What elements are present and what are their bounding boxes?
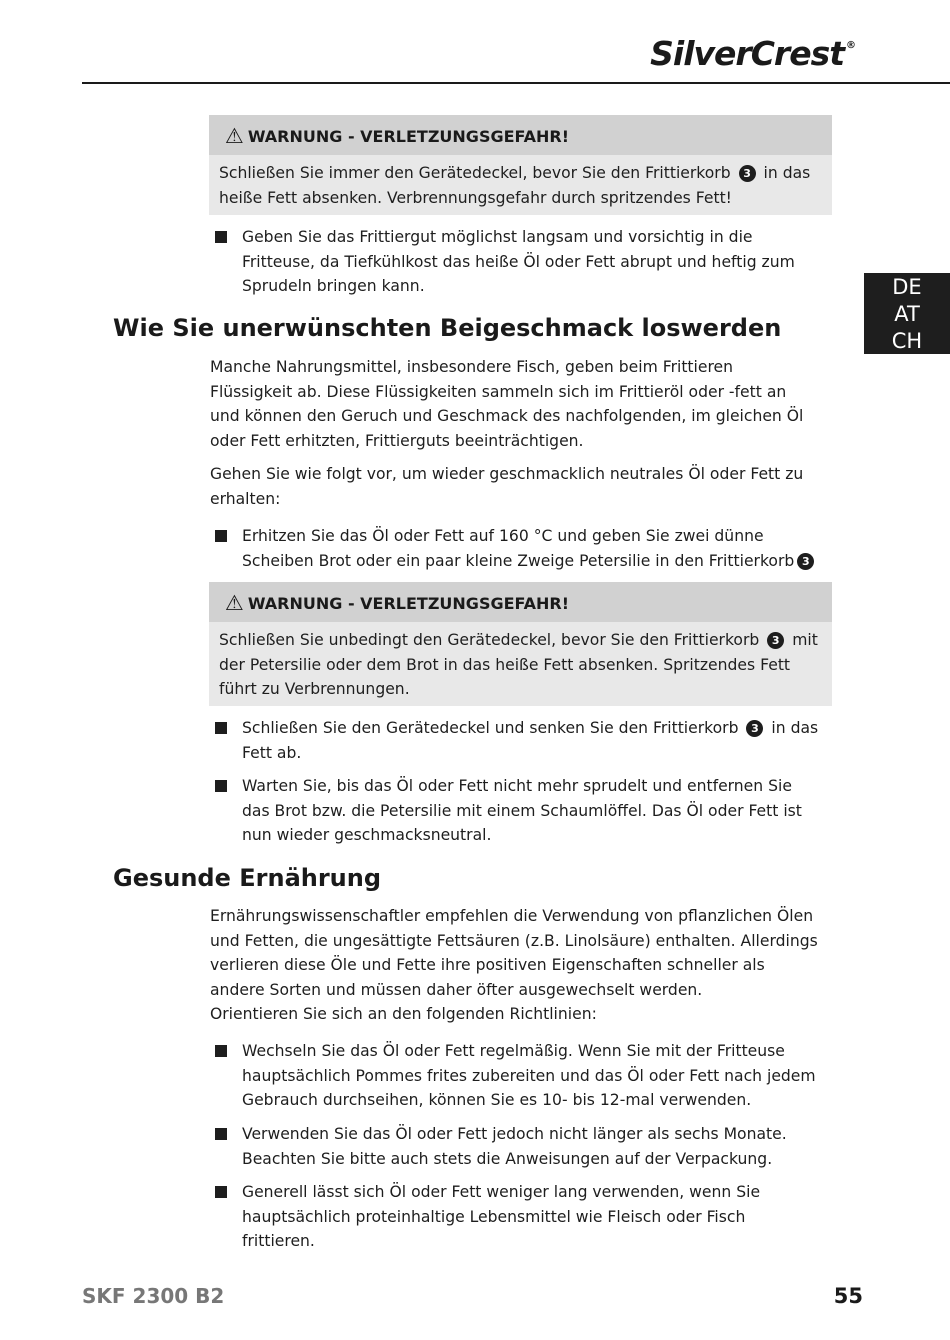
list-item-text-part: in das Fett ab. [242,719,819,762]
language-at: AT [894,302,920,326]
warning-title: WARNUNG - VERLETZUNGSGEFAHR! [247,594,570,613]
warning-triangle-icon: ⚠ [225,591,244,615]
list-item-text: Wechseln Sie das Öl oder Fett regelmäßig. Wenn Sie mit der Fritteuse hauptsächlich Pommes frites zubereiten und das Öl oder Fett nach jedem Gebrauch durchseihen, können Sie es 10- bis 12-mal verwenden. [242,1042,816,1109]
warning-text: Schließen Sie unbedingt den Gerätedeckel, bevor Sie den Frittierkorb [219,631,760,649]
warning-triangle-icon: ⚠ [225,124,244,148]
part-ref-badge: 3 [797,553,814,570]
registered-mark: ® [846,40,855,51]
bullet-square-icon [215,722,227,734]
bullet-square-icon [215,1128,227,1140]
warning-text: Schließen Sie immer den Gerätedeckel, bevor Sie den Frittierkorb [219,164,731,182]
paragraph: Gehen Sie wie folgt vor, um wieder geschmacklich neutrales Öl oder Fett zu erhalten: [210,465,804,508]
list-item-text-part: Erhitzen Sie das Öl oder Fett auf 160 °C und geben Sie zwei dünne Scheiben Brot oder ein paar kleine Zweige Petersilie in den Frittierkorb [242,527,795,570]
list-item [210,1122,822,1171]
warning-body [209,622,832,706]
section-heading: Wie Sie unerwünschten Beigeschmack loswerden [113,314,782,342]
list-item [210,716,822,765]
page-number: 55 [833,1284,863,1308]
language-ch: CH [891,329,923,353]
brand-name: SilverCrest [650,34,844,73]
list-item-text-part: Schließen Sie den Gerätedeckel und senken Sie den Frittierkorb [242,719,739,737]
paragraph: Manche Nahrungsmittel, insbesondere Fisch, geben beim Frittieren Flüssigkeit ab. Diese Flüssigkeiten sammeln sich im Frittieröl oder -fett an und können den Geruch und Geschmack des nachfolgenden, im gleichen Öl oder Fett erhitzten, Frittierguts beeinträchtigen. [210,358,804,450]
list-item [210,1039,822,1113]
bullet-square-icon [215,780,227,792]
part-ref-badge: 3 [767,632,784,649]
list-item-text: Verwenden Sie das Öl oder Fett jedoch nicht länger als sechs Monate. Beachten Sie bitte auch stets die Anweisungen auf der Verpackung. [242,1125,787,1168]
warning-text-cont: mit der Petersilie oder dem Brot in das heiße Fett absenken. Spritzendes Fett führt zu Verbrennungen. [219,631,818,698]
part-ref-badge: 3 [746,720,763,737]
list-item [210,225,822,299]
list-item-text: Geben Sie das Frittiergut möglichst langsam und vorsichtig in die Fritteuse, da Tiefkühlkost das heiße Öl oder Fett abrupt und heftig zum Sprudeln bringen kann. [242,228,795,295]
list-item-text: Generell lässt sich Öl oder Fett weniger lang verwenden, wenn Sie hauptsächlich proteinhaltige Lebensmittel wie Fleisch oder Fisch frittieren. [242,1183,761,1250]
footer-model: SKF 2300 B2 [82,1284,225,1308]
part-ref-badge: 3 [739,165,756,182]
bullet-square-icon [215,530,227,542]
warning-body [209,155,832,215]
list-item [210,774,822,848]
bullet-square-icon [215,1186,227,1198]
language-de: DE [892,275,922,299]
warning-header [209,582,832,622]
language-tab [864,273,950,354]
brand-logo [650,34,855,73]
section-heading: Gesunde Ernährung [113,864,382,892]
list-item-text [242,716,822,765]
warning-text-cont: in das heiße Fett absenken. Verbrennungsgefahr durch spritzendes Fett! [219,164,811,207]
bullet-square-icon [215,1045,227,1057]
paragraph: Ernährungswissenschaftler empfehlen die Verwendung von pflanzlichen Ölen und Fetten, die ungesättigte Fettsäuren (z.B. Linolsäure) enthalten. Allerdings verlieren diese Öle und Fette ihre positiven Eigenschaften schneller als andere Sorten und müssen daher öfter ausgewechselt werden. [210,907,818,999]
warning-title: WARNUNG - VERLETZUNGSGEFAHR! [247,127,570,146]
list-item [210,1180,822,1254]
list-item-text: Warten Sie, bis das Öl oder Fett nicht mehr sprudelt und entfernen Sie das Brot bzw. die Petersilie mit einem Schaumlöffel. Das Öl oder Fett ist nun wieder geschmacksneutral. [242,777,802,844]
paragraph: Orientieren Sie sich an den folgenden Richtlinien: [210,1005,597,1023]
header-rule [82,82,950,84]
bullet-square-icon [215,231,227,243]
warning-header [209,115,832,155]
